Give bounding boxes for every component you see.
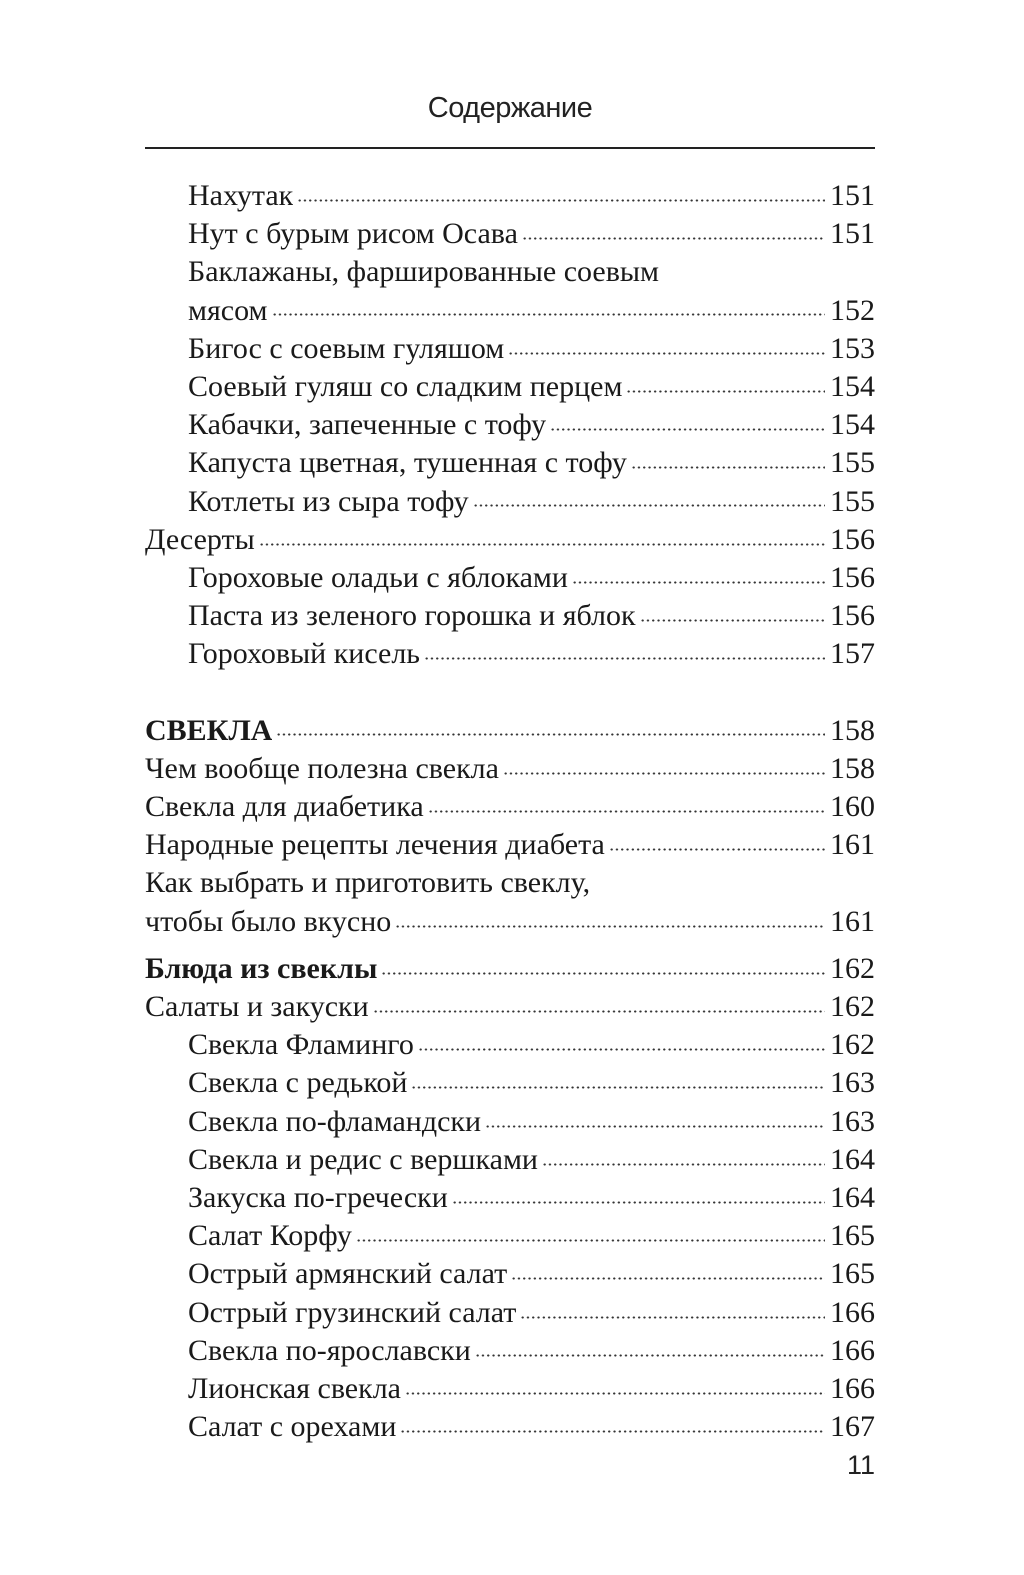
toc-entry-page: 163 <box>830 1066 875 1100</box>
toc-entry <box>145 903 875 941</box>
dot-leader <box>395 922 825 931</box>
toc-entry-title: Капуста цветная, тушенная с тофу <box>188 446 627 480</box>
toc-entry-page: 166 <box>830 1333 875 1367</box>
toc-entry-page: 154 <box>830 370 875 404</box>
toc-entry-title: Нут с бурым рисом Осава <box>188 217 518 251</box>
dot-leader <box>473 502 825 511</box>
toc-entry-multiline[interactable] <box>145 864 875 940</box>
running-head: Содержание <box>427 92 593 124</box>
toc-entry-title: Свекла по-фламандски <box>188 1104 482 1138</box>
dot-leader <box>405 1389 825 1398</box>
toc-entry[interactable] <box>145 483 875 521</box>
toc-entry[interactable] <box>145 1026 875 1064</box>
toc-entry-title: Паста из зеленого горошка и яблок <box>188 599 636 633</box>
toc-entry-title: Гороховые оладьи с яблоками <box>188 561 568 595</box>
dot-leader <box>520 1313 825 1322</box>
toc-entry-page: 166 <box>830 1372 875 1406</box>
dot-leader <box>259 540 825 549</box>
toc-entry[interactable] <box>145 368 875 406</box>
toc-entry-title: Свекла и редис с вершками <box>188 1142 538 1176</box>
toc-entry-title-line2: мясом <box>188 293 268 327</box>
dot-leader <box>428 807 825 816</box>
toc-entry-title: Соевый гуляш со сладким перцем <box>188 370 623 404</box>
toc-chapter-beet[interactable] <box>145 712 875 750</box>
toc-entry-page: 154 <box>830 408 875 442</box>
toc-entry-page: 155 <box>830 446 875 480</box>
dot-leader <box>424 654 825 663</box>
dot-leader <box>411 1083 825 1092</box>
dot-leader <box>503 769 825 778</box>
toc-entry-title-line2: чтобы было вкусно <box>145 904 392 938</box>
toc-entry-title-line1: Баклажаны, фаршированные соевым <box>188 255 660 289</box>
toc-entry-title: Кабачки, запеченные с тофу <box>188 408 547 442</box>
toc-entry[interactable] <box>145 826 875 864</box>
toc-entry[interactable] <box>145 1294 875 1332</box>
toc-entry-page: 162 <box>830 1028 875 1062</box>
toc-entry-page: 156 <box>830 522 875 556</box>
dot-leader <box>356 1236 825 1245</box>
toc-entry-page: 152 <box>830 293 875 327</box>
toc-entry-page: 161 <box>830 828 875 862</box>
toc-entry-page: 164 <box>830 1181 875 1215</box>
dot-leader <box>508 349 825 358</box>
toc-entry[interactable] <box>145 597 875 635</box>
toc-entry-page: 165 <box>830 1219 875 1253</box>
toc-entry[interactable] <box>145 559 875 597</box>
toc-entry[interactable] <box>145 750 875 788</box>
toc-entry-title: Нахутак <box>188 179 294 212</box>
toc-entry-page: 165 <box>830 1257 875 1291</box>
toc-entry-title: Острый грузинский салат <box>188 1295 517 1329</box>
toc-entry-title: Лионская свекла <box>188 1372 401 1406</box>
dot-leader <box>475 1351 825 1360</box>
toc-section-desserts[interactable] <box>145 521 875 559</box>
toc-entry-page: 166 <box>830 1295 875 1329</box>
toc-entry-title-line1: Как выбрать и приготовить свеклу, <box>145 866 591 900</box>
toc-entry[interactable] <box>145 406 875 444</box>
toc-entry-page: 151 <box>830 179 875 212</box>
toc-chapter-title: СВЕКЛА <box>145 713 273 747</box>
toc-section-beet-dishes[interactable] <box>145 950 875 988</box>
toc-entry-title: Свекла Фламинго <box>188 1028 414 1062</box>
table-of-contents <box>145 177 875 1447</box>
toc-entry-title: Свекла с редькой <box>188 1066 408 1100</box>
header-rule <box>145 147 875 149</box>
toc-entry-multiline[interactable] <box>145 253 875 329</box>
toc-entry-page: 156 <box>830 561 875 595</box>
toc-entry-title: Гороховый кисель <box>188 637 420 671</box>
toc-entry[interactable] <box>145 1370 875 1408</box>
toc-entry[interactable] <box>145 1332 875 1370</box>
toc-entry-page: 167 <box>830 1410 875 1444</box>
toc-entry <box>145 292 875 330</box>
toc-entry-title: Котлеты из сыра тофу <box>188 484 469 518</box>
toc-entry-page: 157 <box>830 637 875 671</box>
toc-entry-title: Десерты <box>145 522 255 556</box>
toc-entry-page: 162 <box>830 951 875 985</box>
toc-section-title: Блюда из свеклы <box>145 951 378 985</box>
dot-leader <box>276 731 825 740</box>
toc-entry[interactable] <box>145 330 875 368</box>
toc-entry-page: 158 <box>830 713 875 747</box>
toc-entry-title: Свекла для диабетика <box>145 790 424 824</box>
dot-leader <box>373 1007 825 1016</box>
toc-entry[interactable] <box>145 1141 875 1179</box>
toc-entry-title: Народные рецепты лечения диабета <box>145 828 605 862</box>
toc-entry[interactable] <box>145 788 875 826</box>
toc-entry-title: Чем вообще полезна свекла <box>145 751 499 785</box>
toc-entry-page: 160 <box>830 790 875 824</box>
dot-leader <box>272 311 825 320</box>
toc-entry[interactable] <box>145 1408 875 1446</box>
dot-leader <box>572 578 825 587</box>
toc-entry-title: Бигос с соевым гуляшом <box>188 331 505 365</box>
page-number: 11 <box>846 1450 875 1480</box>
toc-entry-page: 153 <box>830 331 875 365</box>
dot-leader <box>522 234 825 243</box>
toc-entry-page: 156 <box>830 599 875 633</box>
dot-leader <box>485 1122 825 1131</box>
dot-leader <box>297 196 825 205</box>
dot-leader <box>609 845 825 854</box>
dot-leader <box>626 387 825 396</box>
dot-leader <box>381 969 825 978</box>
toc-entry[interactable] <box>145 1255 875 1293</box>
dot-leader <box>418 1045 825 1054</box>
toc-entry-page: 158 <box>830 751 875 785</box>
dot-leader <box>550 425 825 434</box>
toc-entry[interactable] <box>145 1217 875 1255</box>
toc-entry[interactable] <box>145 1103 875 1141</box>
dot-leader <box>631 463 825 472</box>
section-gap <box>145 674 875 712</box>
toc-entry-page: 151 <box>830 217 875 251</box>
toc-entry-title: Салат с орехами <box>188 1410 397 1444</box>
toc-entry[interactable] <box>145 177 875 215</box>
toc-subsection-salads[interactable] <box>145 988 875 1026</box>
toc-entry-title: Салаты и закуски <box>145 990 369 1024</box>
dot-leader <box>640 616 825 625</box>
section-gap <box>145 941 875 950</box>
toc-entry-page: 155 <box>830 484 875 518</box>
toc-entry[interactable] <box>145 444 875 482</box>
toc-entry-title: Свекла по-ярославски <box>188 1333 471 1367</box>
toc-entry-title: Салат Корфу <box>188 1219 352 1253</box>
toc-entry-page: 162 <box>830 990 875 1024</box>
toc-entry-page: 164 <box>830 1142 875 1176</box>
toc-entry[interactable] <box>145 635 875 673</box>
dot-leader <box>542 1160 825 1169</box>
dot-leader <box>452 1198 825 1207</box>
toc-entry-title: Закуска по-гречески <box>188 1181 448 1215</box>
dot-leader <box>511 1274 825 1283</box>
toc-entry[interactable] <box>145 1064 875 1102</box>
toc-entry-page: 163 <box>830 1104 875 1138</box>
toc-entry[interactable] <box>145 215 875 253</box>
toc-entry[interactable] <box>145 1179 875 1217</box>
toc-entry-page: 161 <box>830 904 875 938</box>
dot-leader <box>400 1427 825 1436</box>
toc-entry-title: Острый армянский салат <box>188 1257 508 1291</box>
